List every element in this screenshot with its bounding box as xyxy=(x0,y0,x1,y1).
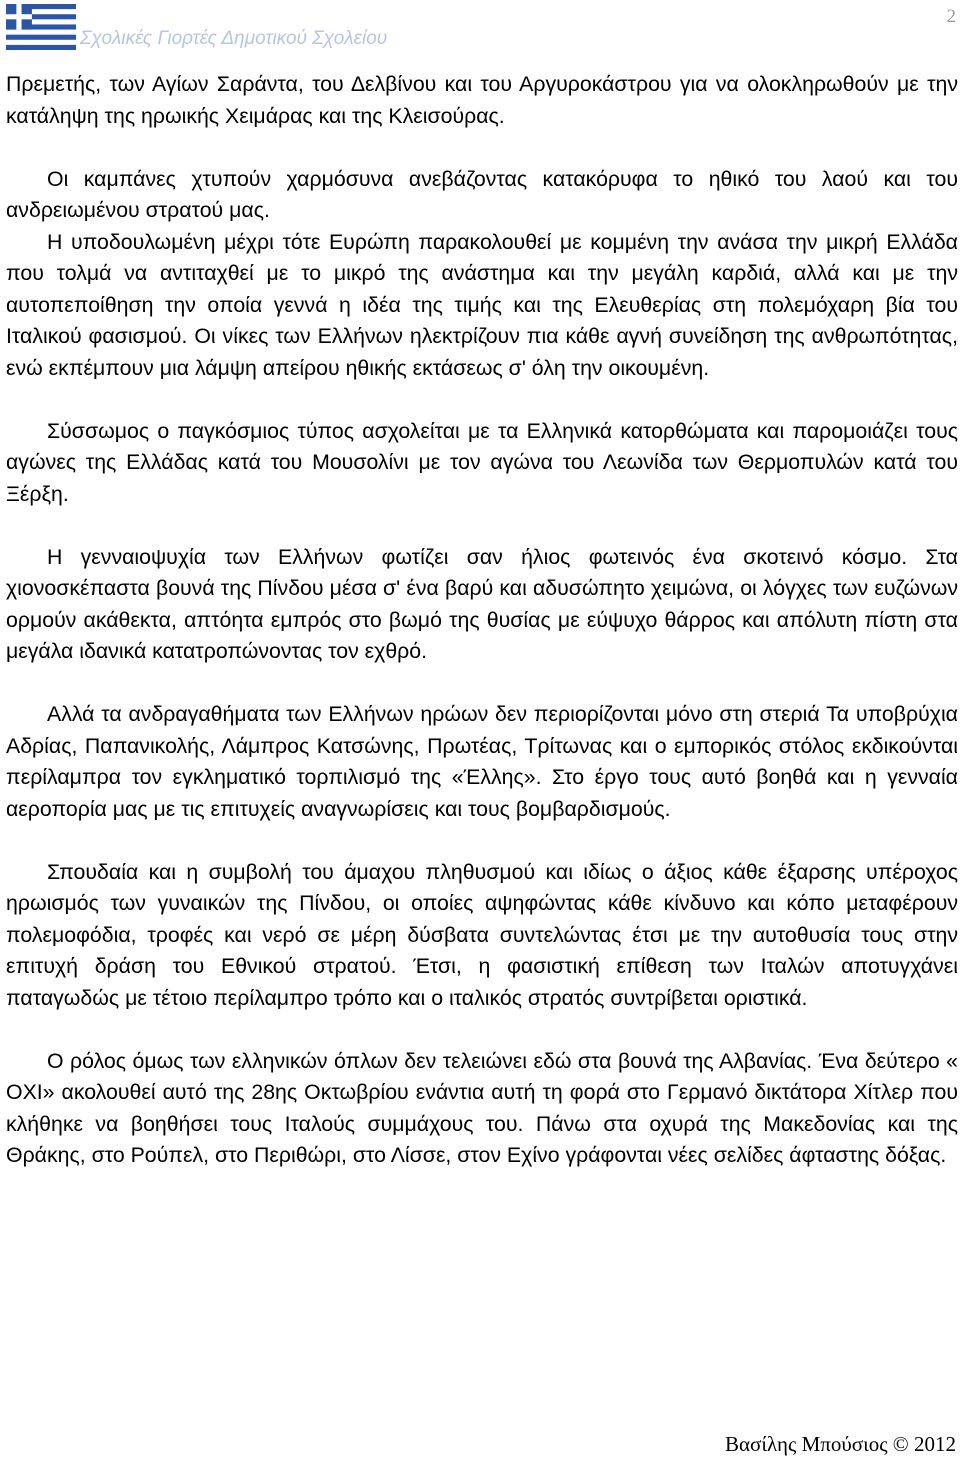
greek-flag-icon xyxy=(6,4,76,50)
paragraph: Ο ρόλος όμως των ελληνικών όπλων δεν τελειώνει εδώ στα βουνά της Αλβανίας. Ένα δεύτερο « ΟΧΙ» ακολουθεί αυτό της 28ης Οκτωβρίου ενάντια αυτή τη φορά στο Γερμανό δικτάτορα Χίτλερ που κλήθηκε να βοηθήσει τους Ιταλούς συμμάχους του. Πάνω στα οχυρά της Μακεδονίας και της Θράκης, στο Ρούπελ, στο Περιθώρι, στο Λίσσε, στον Εχίνο γράφονται νέες σελίδες άφταστης δόξας. xyxy=(6,1048,958,1167)
paragraph: Σύσσωμος ο παγκόσμιος τύπος ασχολείται με τα Ελληνικά κατορθώματα και παρομοιάζει τους αγώνες της Ελλάδας κατά του Μουσολίνι με τον αγώνα του Λεωνίδα των Θερμοπυλών κατά του Ξέρξη. xyxy=(6,418,958,506)
paragraph: Η υποδουλωμένη μέχρι τότε Ευρώπη παρακολουθεί με κομμένη την ανάσα την μικρή Ελλάδα που τολμά να αντιταχθεί με το μικρό της ανάστημα και την μεγάλη καρδιά, αλλά και με την αυτοπεποίθηση την οποία γεννά η ιδέα της τιμής και της Ελευθερίας στη πολεμόχαρη βία του Ιταλικού φασισμού. Οι νίκες των Ελλήνων ηλεκτρίζουν πια κάθε αγνή συνείδηση της ανθρωπότητας, ενώ εκπέμπουν μια λάμψη απείρου ηθικής εκτάσεως σ' όλη την οικουμένη. xyxy=(6,229,958,380)
document-body xyxy=(6,69,958,1172)
footer-author: Βασίλης Μπούσιος © 2012 xyxy=(725,1432,956,1456)
paragraph: Οι καμπάνες χτυπούν χαρμόσυνα ανεβάζοντας κατακόρυφα το ηθικό του λαού και του ανδρειωμένου στρατού μας. xyxy=(6,166,958,222)
header-title: Σχολικές Γιορτές Δημοτικού Σχολείου xyxy=(80,28,388,49)
paragraph: Σπουδαία και η συμβολή του άμαχου πληθυσμού και ιδίως ο άξιος κάθε έξαρσης υπέροχος ηρωισμός των γυναικών της Πίνδου, οι οποίες αψηφώντας κάθε κίνδυνο και κόπο μεταφέρουν πολεμοφόδια, τροφές και νερό σε μέρη δύσβατα συντελώντας έτσι με την αυτοθυσία τους στην επιτυχή δράση του Εθνικού στρατού. Έτσι, η φασιστική επίθεση των Ιταλών αποτυγχάνει παταγωδώς με τέτοιο περίλαμπρο τρόπο και ο ιταλικός στρατός συντρίβεται οριστικά. xyxy=(6,859,958,1010)
paragraph: Αλλά τα ανδραγαθήματα των Ελλήνων ηρώων δεν περιορίζονται μόνο στη στεριά Τα υποβρύχια Αδρίας, Παπανικολής, Λάμπρος Κατσώνης, Πρωτέας, Τρίτωνας και ο εμπορικός στόλος εκδικούνται περίλαμπρα τον εγκληματικό τορπιλισμό της «Έλλης». Στο έργο τους αυτό βοηθά και η γενναία αεροπορία μας με τις επιτυχείς αναγνωρίσεις και τους βομβαρδισμούς. xyxy=(6,702,958,821)
page-number: 2 xyxy=(946,6,956,27)
page-header xyxy=(0,0,960,52)
paragraph: Πρεμετής, των Αγίων Σαράντα, του Δελβίνου και του Αργυροκάστρου για να ολοκληρωθούν με την κατάληψη της ηρωικής Χειμάρας και της Κλεισούρας. xyxy=(6,72,958,128)
paragraph: Η γενναιοψυχία των Ελλήνων φωτίζει σαν ήλιος φωτεινός ένα σκοτεινό κόσμο. Στα χιονοσκέπαστα βουνά της Πίνδου μέσα σ' ένα βαρύ και αδυσώπητο χειμώνα, οι λόγχες των ευζώνων ορμούν ακάθεκτα, απτόητα εμπρός στο βωμό της θυσίας με εύψυχο θάρρος και απόλυτη πίστη στα μεγάλα ιδανικά κατατροπώνοντας τον εχθρό. xyxy=(6,544,958,663)
